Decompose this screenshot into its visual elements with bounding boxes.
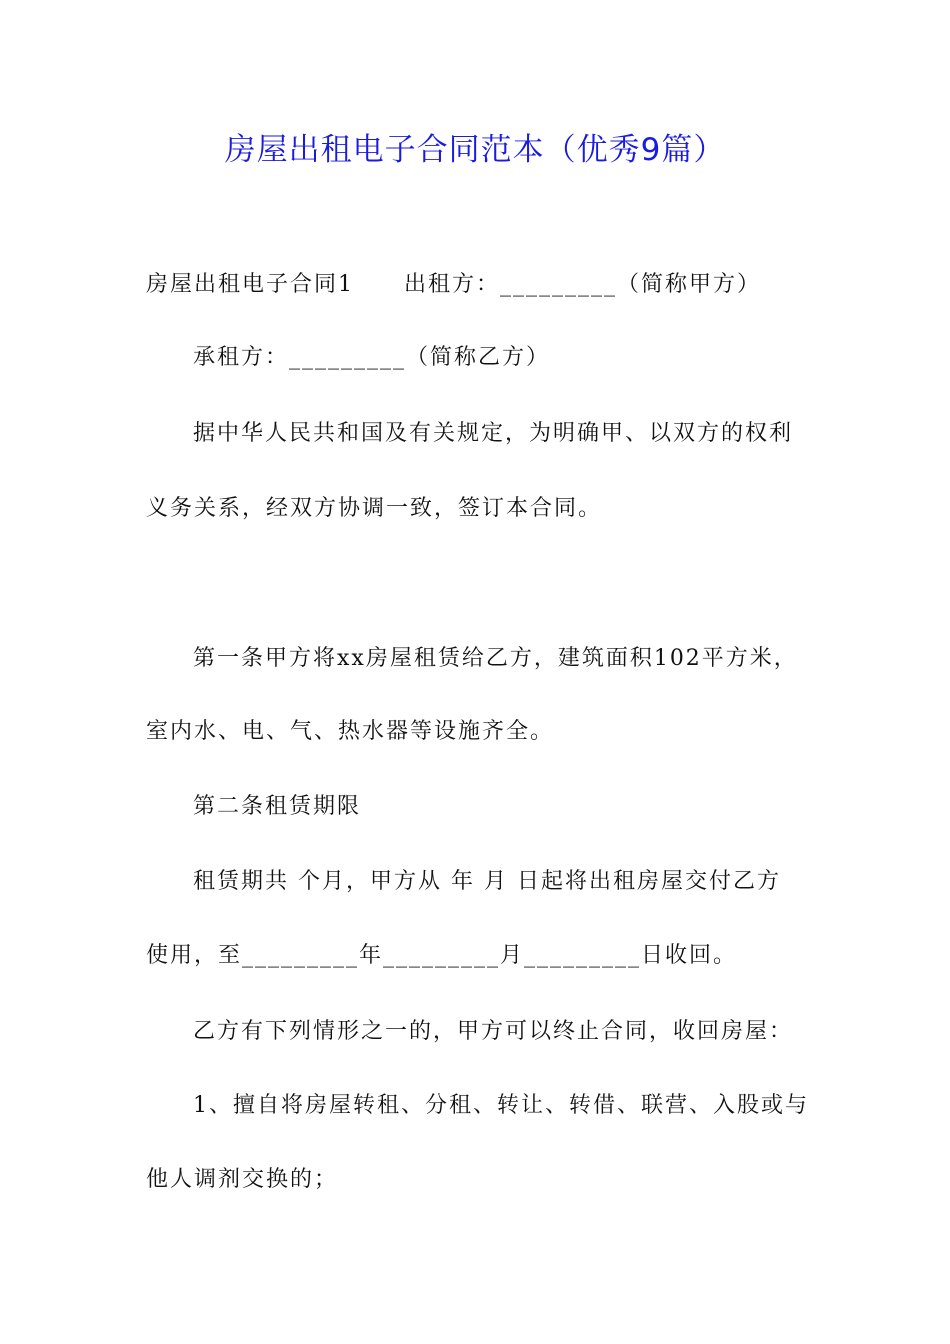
- paragraph-line-8: 租赁期共 个月，甲方从 年 月 日起将出租房屋交付乙方: [193, 869, 781, 894]
- list-item-1-continued: 他人调剂交换的；: [146, 1167, 339, 1192]
- paragraph-line-9: 使用，至_________年_________月_________日收回。: [146, 943, 738, 968]
- section-heading-lease-term: 第二条租赁期限: [193, 794, 362, 819]
- document-title: 房屋出租电子合同范本（优秀9篇）: [224, 132, 726, 168]
- paragraph-line-3: 据中华人民共和国及有关规定，为明确甲、以双方的权利: [193, 421, 794, 446]
- paragraph-line-6: 室内水、电、气、热水器等设施齐全。: [146, 719, 555, 744]
- paragraph-line-4: 义务关系，经双方协调一致，签订本合同。: [146, 496, 603, 521]
- lessor-field: 出租方：_________（简称甲方）: [404, 272, 762, 297]
- paragraph-line-1: [146, 269, 761, 301]
- list-item-1: 1、擅自将房屋转租、分租、转让、转借、联营、入股或与: [193, 1093, 809, 1118]
- paragraph-line-10: 乙方有下列情形之一的，甲方可以终止合同，收回房屋：: [193, 1019, 794, 1044]
- paragraph-line-5: 第一条甲方将xx房屋租赁给乙方，建筑面积102平方米，: [193, 646, 798, 671]
- lessee-field: 承租方：_________（简称乙方）: [193, 345, 551, 370]
- contract-heading: 房屋出租电子合同1: [146, 272, 354, 297]
